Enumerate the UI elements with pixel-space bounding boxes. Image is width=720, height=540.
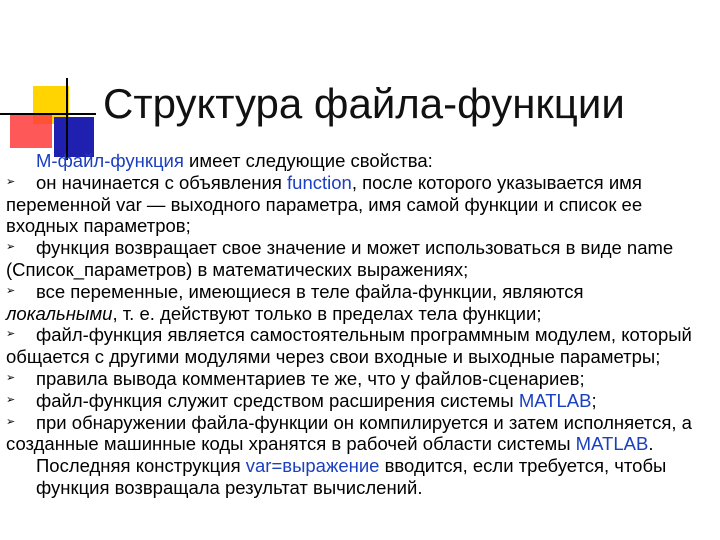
closing-term: var=выражение xyxy=(245,455,380,477)
arrow-bullet-icon: ➢ xyxy=(6,415,16,428)
arrow-bullet-icon: ➢ xyxy=(6,371,16,384)
slide-logo xyxy=(0,0,100,160)
arrow-bullet-icon: ➢ xyxy=(6,175,16,188)
intro-term: М-файл-функция xyxy=(36,150,184,171)
slide-title: Структура файла-функции xyxy=(103,80,625,127)
intro-paragraph xyxy=(6,150,696,172)
list-item: ➢ все переменные, имеющиеся в теле файла-функции, являются локальными, т. е. действуют только в пределах тела функции; xyxy=(6,280,584,324)
list-item: ➢ он начинается с объявления function, после которого указывается имя переменной var — выходного параметра, имя самой функции и список ее входных параметров; xyxy=(6,171,643,237)
list-item: ➢ правила вывода комментариев те же, что у файлов-сценариев; xyxy=(6,367,585,389)
list-item: ➢ файл-функция служит средством расширения системы MATLAB; xyxy=(6,389,597,411)
slide-body xyxy=(6,150,696,499)
logo-red-square xyxy=(10,113,52,148)
list-item: ➢ функция возвращает свое значение и может использоваться в виде name (Список_параметров) в математических выражениях; xyxy=(6,237,674,280)
arrow-bullet-icon: ➢ xyxy=(6,393,16,406)
arrow-bullet-icon: ➢ xyxy=(6,241,16,254)
list-item: ➢ файл-функция является самостоятельным программным модулем, который общается с другими модулями через свои входные и выходные параметры; xyxy=(6,324,692,368)
logo-vertical-line xyxy=(66,78,68,160)
list-item: ➢ при обнаружении файла-функции он компилируется и затем исполняется, а созданные машинные коды хранятся в рабочей области системы MATLAB. xyxy=(6,411,692,455)
logo-horizontal-line xyxy=(0,113,96,115)
closing-paragraph: Последняя конструкция var=выражение вводится, если требуется, чтобы функция возвращала результат вычислений. xyxy=(36,455,667,498)
intro-text: имеет следующие свойства: xyxy=(183,150,433,171)
arrow-bullet-icon: ➢ xyxy=(6,284,16,297)
arrow-bullet-icon: ➢ xyxy=(6,328,16,341)
